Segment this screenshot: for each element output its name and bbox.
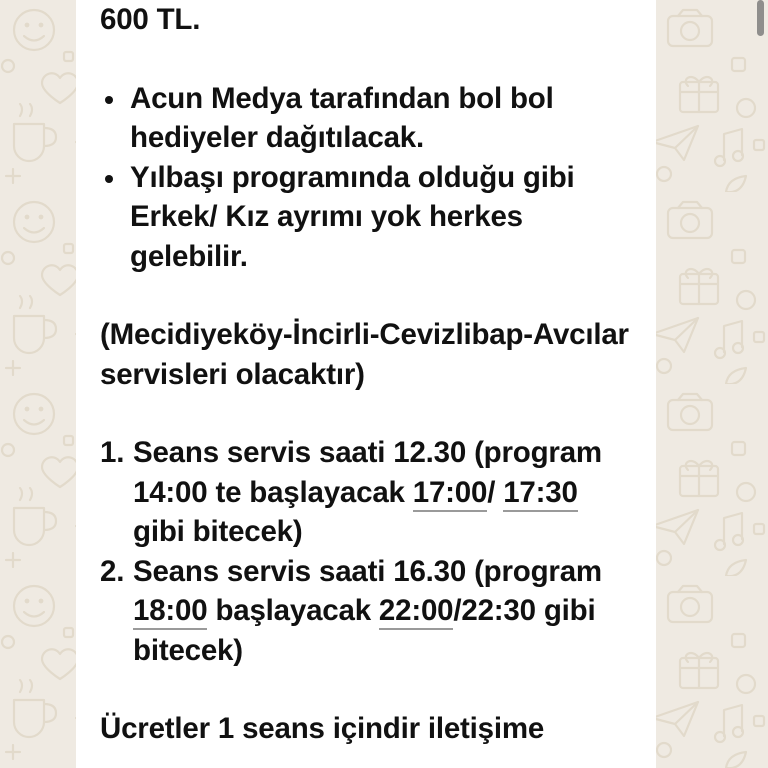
bullet-dot-icon bbox=[105, 175, 113, 183]
bullet-list bbox=[100, 79, 632, 277]
session-text-b: gibi bitecek) bbox=[133, 515, 303, 548]
spacer bbox=[100, 276, 632, 315]
session-text-mid: başlayacak bbox=[207, 594, 379, 627]
services-note: (Mecidiyeköy-İncirli-Cevizlibap-Avcılar servisleri olacaktır) bbox=[100, 318, 629, 391]
footer-text-fragment: Ücretler 1 seans içindir iletişime bbox=[100, 712, 545, 745]
spacer bbox=[100, 394, 632, 433]
time-link-1730[interactable]: 17:30 bbox=[503, 476, 577, 512]
spacer bbox=[100, 40, 632, 79]
list-item bbox=[100, 79, 632, 158]
scrollbar-track[interactable] bbox=[757, 0, 764, 768]
list-item bbox=[100, 552, 632, 671]
time-link-1700[interactable]: 17:00 bbox=[413, 476, 487, 512]
bullet-item-text: Yılbaşı programında olduğu gibi Erkek/ Kız ayrımı yok herkes gelebilir. bbox=[130, 160, 575, 273]
session-separator: / bbox=[487, 475, 504, 509]
session-list bbox=[100, 433, 632, 670]
message-bubble bbox=[76, 0, 656, 768]
top-text-fragment: 600 TL. bbox=[100, 3, 201, 36]
session-text-a: Seans servis saati 16.30 (program bbox=[133, 554, 602, 588]
time-link-2200[interactable]: 22:00 bbox=[379, 594, 453, 630]
scrollbar-thumb[interactable] bbox=[757, 0, 764, 36]
list-item bbox=[100, 433, 632, 552]
time-link-1800[interactable]: 18:00 bbox=[133, 594, 207, 630]
bullet-dot-icon bbox=[105, 96, 113, 104]
spacer bbox=[100, 670, 632, 709]
list-item bbox=[100, 158, 632, 277]
list-marker: 1. bbox=[100, 436, 125, 469]
list-marker: 2. bbox=[100, 554, 125, 588]
session-text-b: /22:30 gibi bitecek) bbox=[133, 594, 596, 667]
session-text-a: Seans servis saati 12.30 (program 14:00 te başlayacak bbox=[133, 436, 602, 509]
bullet-item-text: Acun Medya tarafından bol bol hediyeler dağıtılacak. bbox=[130, 81, 554, 154]
